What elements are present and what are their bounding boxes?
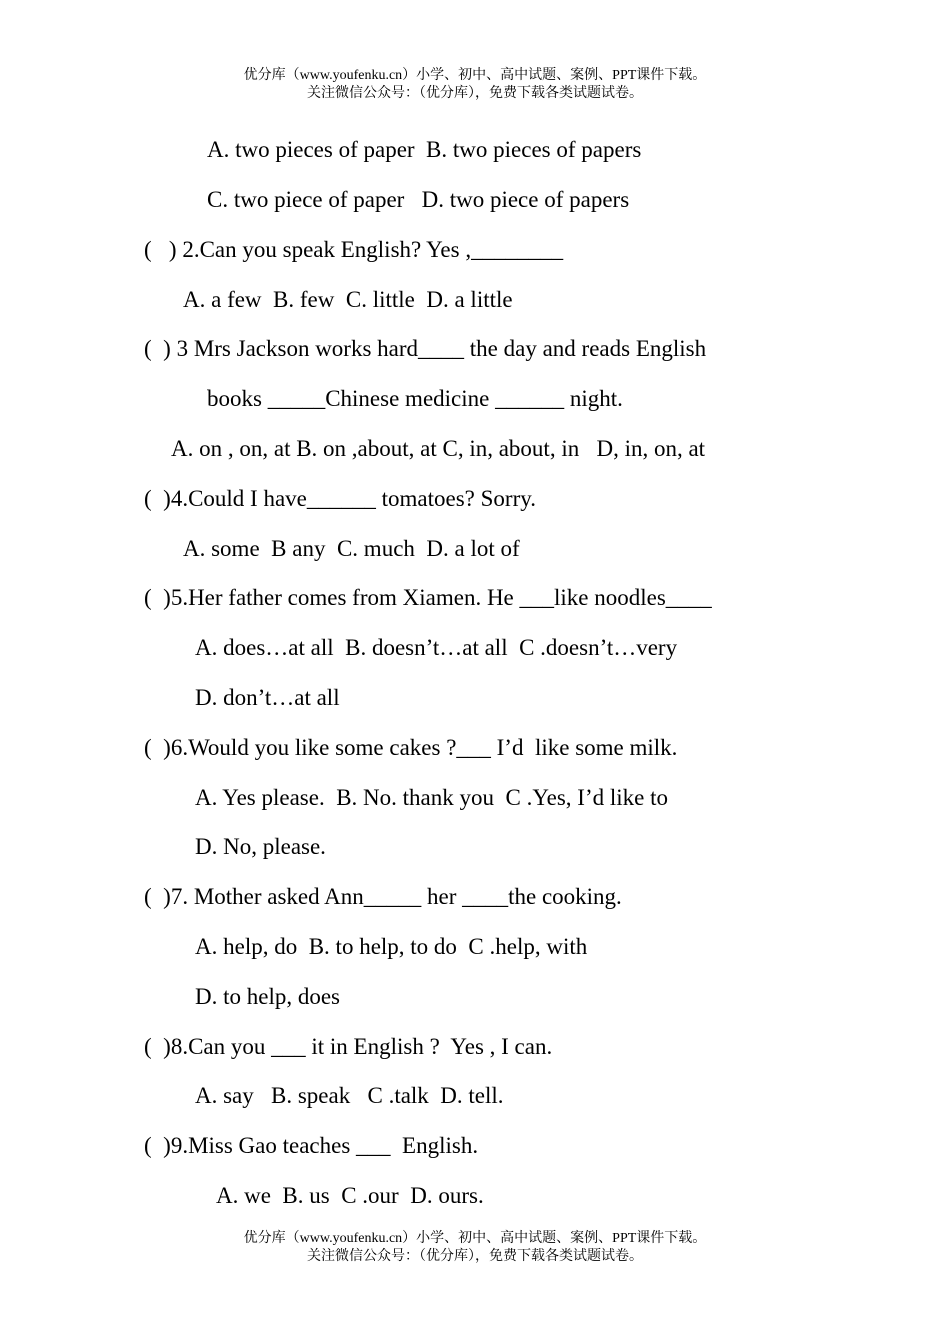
- q1-options-line-1: A. two pieces of paper B. two pieces of papers: [207, 137, 642, 162]
- q5-options-line-2: D. don’t…at all: [195, 685, 340, 710]
- q5-options-line-1: A. does…at all B. doesn’t…at all C .doesn’t…very: [195, 635, 678, 660]
- q8-stem: ( )8.Can you ___ it in English ? Yes , I can.: [144, 1034, 553, 1059]
- q4-stem: ( )4.Could I have______ tomatoes? Sorry.: [144, 486, 536, 511]
- header-line-2: 关注微信公众号：（优分库），免费下载各类试题试卷。: [307, 86, 643, 101]
- q4-options-line-1: A. some B any C. much D. a lot of: [183, 536, 520, 561]
- q8-options-line-1: A. say B. speak C .talk D. tell.: [195, 1083, 504, 1108]
- q7-stem: ( )7. Mother asked Ann_____ her ____the cooking.: [144, 884, 622, 909]
- footer-line-1: 优分库（www.youfenku.cn）小学、初中、高中试题、案例、PPT课件下载。: [243, 1231, 707, 1246]
- q3-options-line-1: A. on , on, at B. on ,about, at C, in, about, in D, in, on, at: [171, 436, 706, 461]
- q6-options-line-1: A. Yes please. B. No. thank you C .Yes, I’d like to: [195, 785, 668, 810]
- q6-stem: ( )6.Would you like some cakes ?___ I’d like some milk.: [144, 735, 678, 760]
- q2-options-line-1: A. a few B. few C. little D. a little: [183, 287, 513, 312]
- q9-options-line-1: A. we B. us C .our D. ours.: [216, 1183, 484, 1208]
- q7-options-line-1: A. help, do B. to help, to do C .help, with: [195, 934, 588, 959]
- footer-line-2: 关注微信公众号：（优分库），免费下载各类试题试卷。: [307, 1249, 643, 1264]
- q6-options-line-2: D. No, please.: [195, 834, 326, 859]
- q1-options-line-2: C. two piece of paper D. two piece of papers: [207, 187, 630, 212]
- q5-stem: ( )5.Her father comes from Xiamen. He ___like noodles____: [144, 585, 712, 610]
- header-line-1: 优分库（www.youfenku.cn）小学、初中、高中试题、案例、PPT课件下载。: [243, 68, 707, 83]
- q7-options-line-2: D. to help, does: [195, 984, 341, 1009]
- q3-stem: ( ) 3 Mrs Jackson works hard____ the day and reads English: [144, 336, 707, 361]
- q2-stem: ( ) 2.Can you speak English? Yes ,________: [144, 237, 564, 262]
- q9-stem: ( )9.Miss Gao teaches ___ English.: [144, 1133, 479, 1158]
- q3-stem-continued: books _____Chinese medicine ______ night.: [207, 386, 623, 411]
